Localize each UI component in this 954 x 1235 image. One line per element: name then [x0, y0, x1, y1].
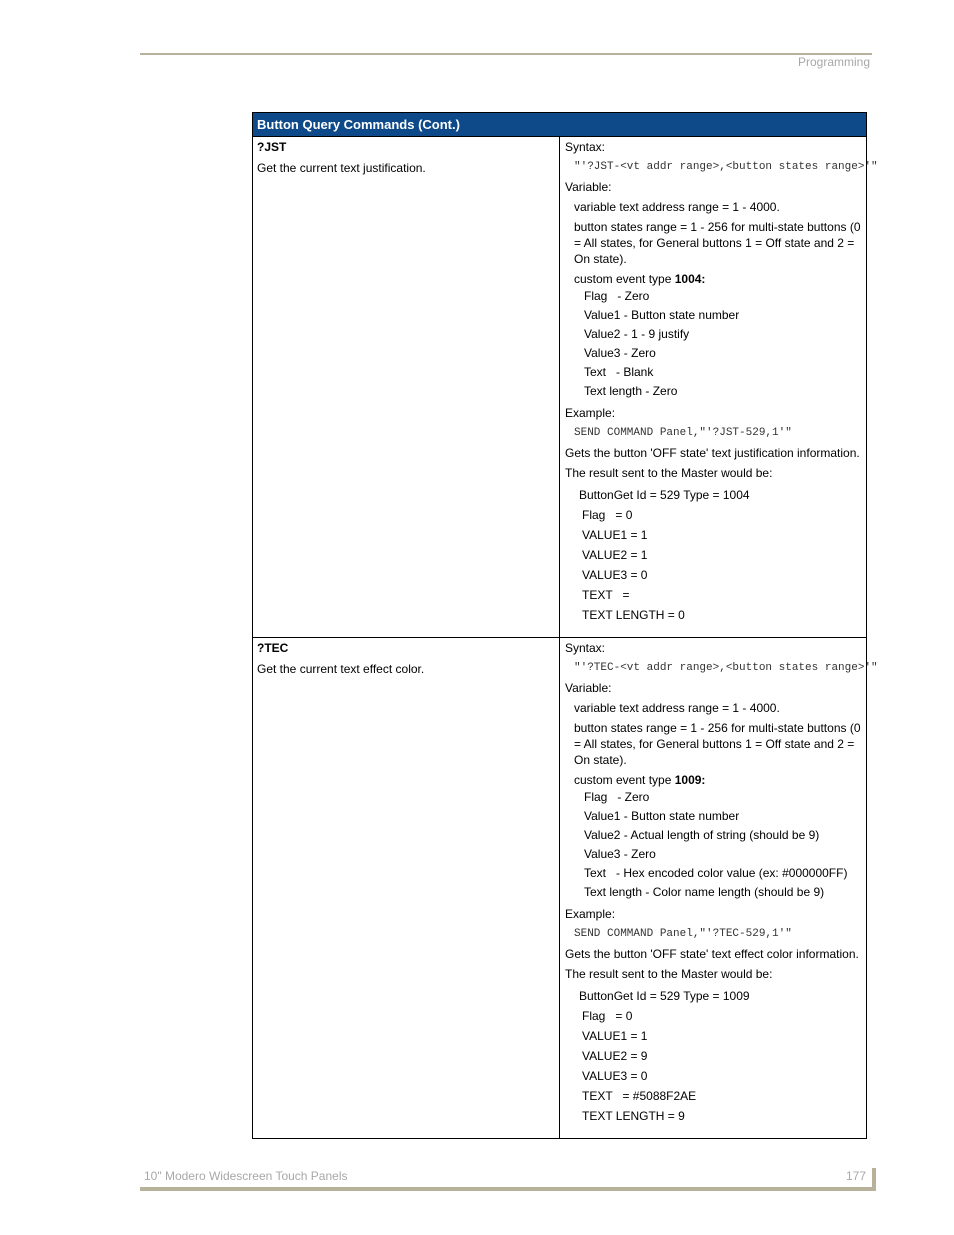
custom-event-number: 1009:	[674, 773, 706, 787]
example-label: Example:	[565, 907, 616, 921]
footer-rule	[140, 1187, 876, 1191]
table-title: Button Query Commands (Cont.)	[253, 113, 867, 137]
command-summary: Get the current text justification.	[257, 161, 426, 175]
variable-address-range: variable text address range = 1 - 4000.	[574, 701, 780, 715]
example-description: Gets the button 'OFF state' text justification information.	[565, 446, 860, 460]
table-row	[253, 638, 867, 1139]
variable-states-range: button states range = 1 - 256 for multi-state buttons (0 = All states, for General buttons 1 = Off state and 2 = On state).	[574, 220, 861, 266]
command-name: ?JST	[257, 140, 287, 154]
event-field: Value1 - Button state number	[584, 809, 740, 823]
example-description: Gets the button 'OFF state' text effect color information.	[565, 947, 859, 961]
event-field: Value1 - Button state number	[584, 308, 740, 322]
button-query-commands-table	[252, 112, 878, 1139]
example-label: Example:	[565, 406, 616, 420]
event-field: Value2 - Actual length of string (should be 9)	[584, 828, 820, 842]
result-line: TEXT LENGTH = 0	[582, 608, 685, 622]
command-summary: Get the current text effect color.	[257, 662, 425, 676]
footer-title: 10" Modero Widescreen Touch Panels	[144, 1169, 348, 1183]
result-line: TEXT = #5088F2AE	[582, 1089, 697, 1103]
variable-label: Variable:	[565, 180, 612, 194]
description-cell	[560, 137, 878, 638]
header-rule	[140, 53, 872, 55]
result-line: TEXT =	[582, 588, 630, 602]
result-line: TEXT LENGTH = 9	[582, 1109, 685, 1123]
syntax-code: "'?TEC-<vt addr range>,<button states range>'"	[574, 662, 878, 674]
custom-event-prefix: custom event type	[574, 773, 675, 787]
section-label: Programming	[797, 55, 870, 69]
custom-event-type	[565, 772, 862, 788]
event-field: Flag - Zero	[584, 289, 650, 303]
example-code: SEND COMMAND Panel,"'?JST-529,1'"	[574, 427, 792, 439]
variable-address-range: variable text address range = 1 - 4000.	[574, 200, 780, 214]
syntax-code: "'?JST-<vt addr range>,<button states range>'"	[574, 161, 878, 173]
event-field: Value3 - Zero	[584, 346, 656, 360]
page-number: 177	[846, 1169, 867, 1183]
result-line: VALUE2 = 1	[582, 548, 648, 562]
result-head: ButtonGet Id = 529 Type = 1009	[579, 989, 750, 1003]
custom-event-prefix: custom event type	[574, 272, 675, 286]
event-field: Text length - Zero	[584, 384, 678, 398]
event-field: Text - Hex encoded color value (ex: #000000FF)	[584, 866, 848, 880]
result-line: VALUE3 = 0	[582, 1069, 648, 1083]
syntax-label: Syntax:	[565, 641, 606, 655]
footer-rule-corner	[872, 1168, 876, 1191]
event-field: Value2 - 1 - 9 justify	[584, 327, 690, 341]
command-cell	[253, 137, 560, 638]
custom-event-type	[565, 271, 862, 287]
result-head: ButtonGet Id = 529 Type = 1004	[579, 488, 750, 502]
event-field: Text length - Color name length (should be 9)	[584, 885, 825, 899]
result-line: VALUE2 = 9	[582, 1049, 648, 1063]
result-line: VALUE1 = 1	[582, 1029, 648, 1043]
command-cell	[253, 638, 560, 1139]
result-line: VALUE3 = 0	[582, 568, 648, 582]
result-label: The result sent to the Master would be:	[565, 466, 773, 480]
event-field: Value3 - Zero	[584, 847, 656, 861]
syntax-label: Syntax:	[565, 140, 606, 154]
result-line: VALUE1 = 1	[582, 528, 648, 542]
command-name: ?TEC	[257, 641, 289, 655]
event-field: Text - Blank	[584, 365, 654, 379]
result-label: The result sent to the Master would be:	[565, 967, 773, 981]
table-row	[253, 137, 867, 638]
result-line: Flag = 0	[582, 1009, 633, 1023]
table-header-row	[253, 113, 867, 137]
custom-event-number: 1004:	[674, 272, 706, 286]
variable-label: Variable:	[565, 681, 612, 695]
example-code: SEND COMMAND Panel,"'?TEC-529,1'"	[574, 928, 792, 940]
result-line: Flag = 0	[582, 508, 633, 522]
event-field: Flag - Zero	[584, 790, 650, 804]
variable-states-range: button states range = 1 - 256 for multi-state buttons (0 = All states, for General buttons 1 = Off state and 2 = On state).	[574, 721, 861, 767]
description-cell	[560, 638, 878, 1139]
